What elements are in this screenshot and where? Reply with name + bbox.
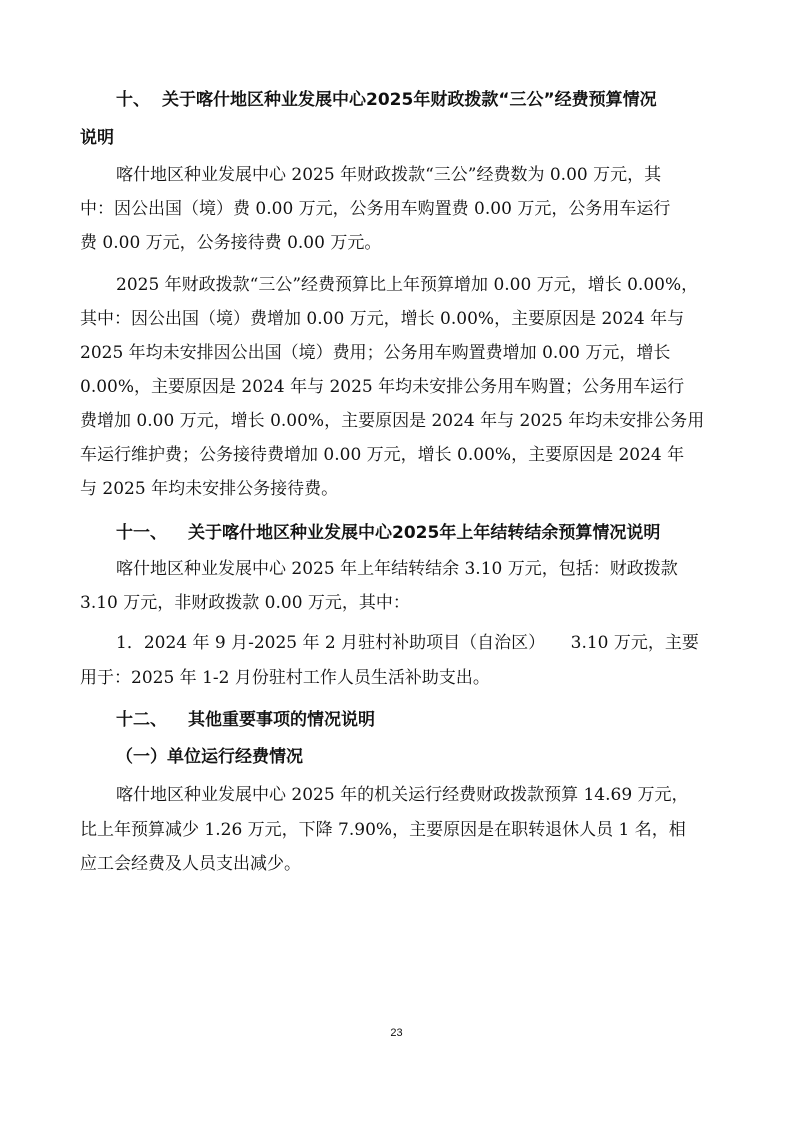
section-12-subheading: （一）单位运行经费情况 [116,747,303,767]
s10-p1-line1: 喀什地区种业发展中心 2025 年财政拨款“三公”经费数为 0.00 万元，其 [116,165,662,185]
s10-p1-line3: 费 0.00 万元，公务接待费 0.00 万元。 [80,233,382,253]
s10-p2-line3: 2025 年均未安排因公出国（境）费用；公务用车购置费增加 0.00 万元，增长 [80,343,671,363]
s10-p2-line1: 2025 年财政拨款“三公”经费预算比上年预算增加 0.00 万元，增长 0.00%， [116,275,699,295]
s11-p1-line2: 3.10 万元，非财政拨款 0.00 万元，其中： [80,593,410,613]
section-12-heading [116,708,375,732]
s10-p1-line2: 中：因公出国（境）费 0.00 万元，公务用车购置费 0.00 万元，公务用车运行 [80,199,671,219]
section-10-heading-cont: 说明 [80,128,114,148]
s12-p1-line1: 喀什地区种业发展中心 2025 年的机关运行经费财政拨款预算 14.69 万元， [116,785,689,805]
s10-p2-line5: 费增加 0.00 万元，增长 0.00%，主要原因是 2024 年与 2025 年均未安排公务用 [80,411,705,431]
s12-p1-line3: 应工会经费及人员支出减少。 [80,854,301,874]
s10-p2-line6: 车运行维护费；公务接待费增加 0.00 万元，增长 0.00%，主要原因是 2024 年 [80,445,685,465]
section-10-number: 十、 [116,90,150,110]
s11-p2-line2: 用于：2025 年 1-2 月份驻村工作人员生活补助支出。 [80,668,490,688]
section-10-heading [116,88,657,112]
s10-p2-line4: 0.00%，主要原因是 2024 年与 2025 年均未安排公务用车购置；公务用车运行 [80,377,685,397]
section-12-title: 其他重要事项的情况说明 [188,710,375,730]
section-11-title: 关于喀什地区种业发展中心2025年上年结转结余预算情况说明 [188,523,661,543]
section-10-title: 关于喀什地区种业发展中心2025年财政拨款“三公”经费预算情况 [162,90,657,110]
section-12-number: 十二、 [116,710,167,730]
s11-p2-line1: 1．2024 年 9 月-2025 年 2 月驻村补助项目（自治区） 3.10 万元，主要 [116,633,699,653]
s11-p1-line1: 喀什地区种业发展中心 2025 年上年结转结余 3.10 万元，包括：财政拨款 [116,559,678,579]
s12-p1-line2: 比上年预算减少 1.26 万元，下降 7.90%，主要原因是在职转退休人员 1 名，相 [80,820,686,840]
page-number: 23 [390,1027,403,1039]
s10-p2-line7: 与 2025 年均未安排公务接待费。 [80,479,339,499]
section-11-heading [116,521,660,545]
s10-p2-line2: 其中：因公出国（境）费增加 0.00 万元，增长 0.00%，主要原因是 2024 年与 [80,309,685,329]
section-11-number: 十一、 [116,523,167,543]
